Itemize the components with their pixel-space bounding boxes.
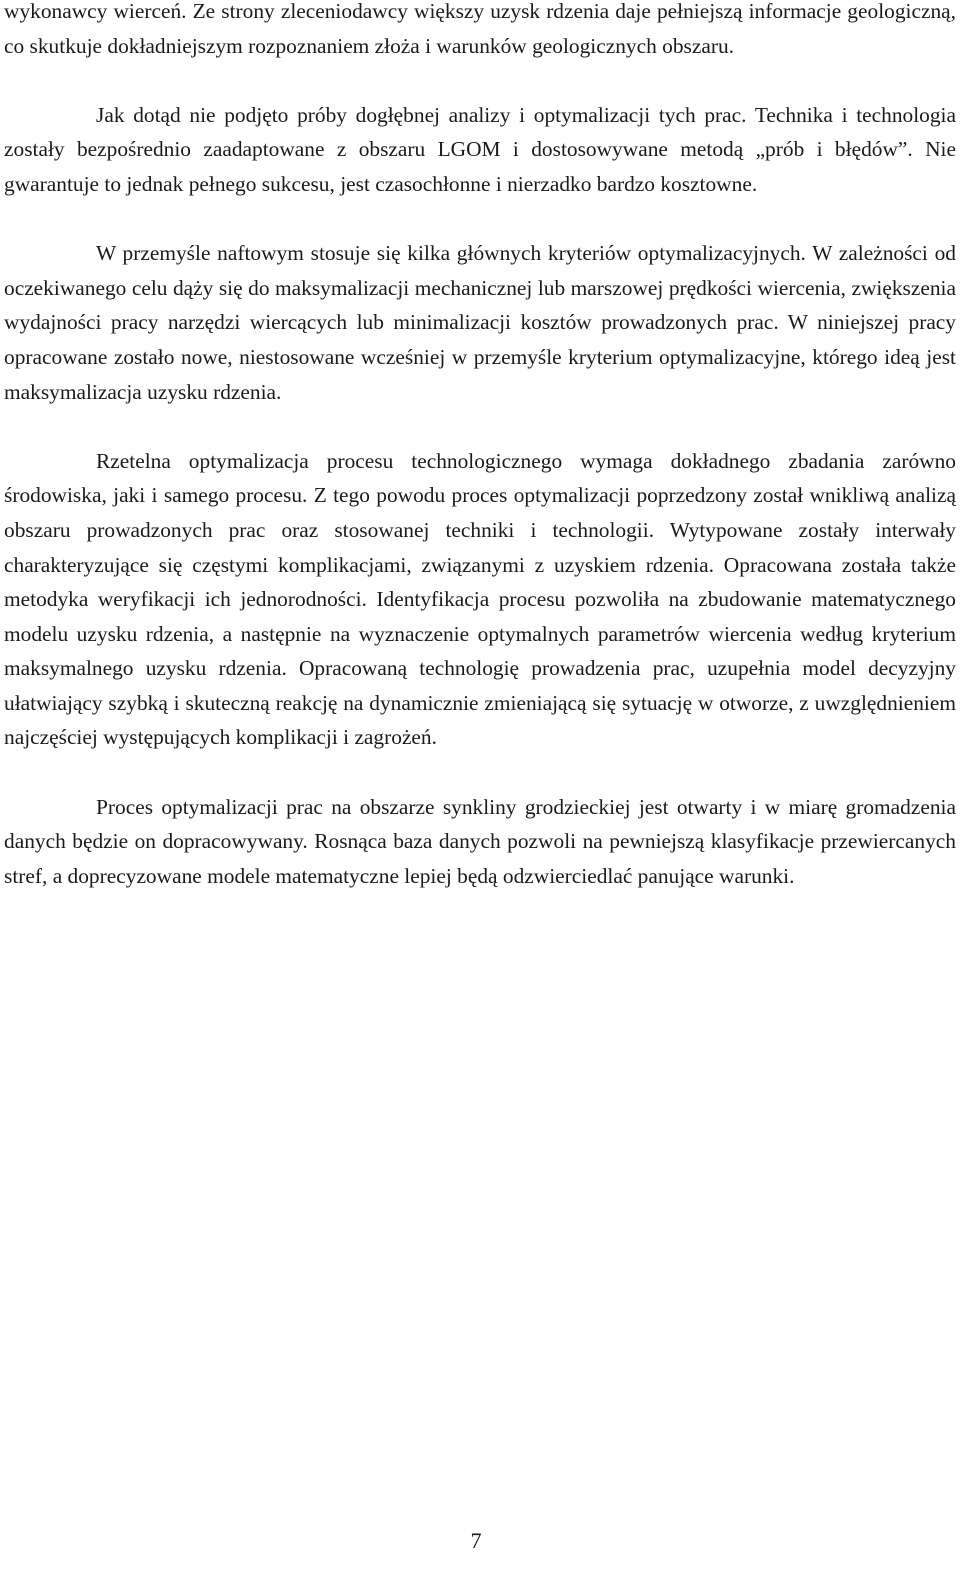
paragraph-3: W przemyśle naftowym stosuje się kilka głównych kryteriów optymalizacyjnych. W zależności od oczekiwanego celu dąży się do maksymalizacji mechanicznej lub marszowej prędkości wiercenia, zwiększenia wydajności pracy narzędzi wiercących lub minimalizacji kosztów prowadzonych prac. W niniejszej pracy opracowane zostało nowe, niestosowane wcześniej w przemyśle kryterium optymalizacyjne, którego ideą jest maksymalizacja uzysku rdzenia. [4,241,956,404]
paragraph-5: Proces optymalizacji prac na obszarze synkliny grodzieckiej jest otwarty i w miarę gromadzenia danych będzie on dopracowywany. Rosnąca baza danych pozwoli na pewniejszą klasyfikacje przewiercanych stref, a doprecyzowane modele matematyczne lepiej będą odzwierciedlać panujące warunki. [4,794,956,888]
paragraph-4: Rzetelna optymalizacja procesu technologicznego wymaga dokładnego zbadania zarówno środowiska, jaki i samego procesu. Z tego powodu proces optymalizacji poprzedzony został wnikliwą analizą obszaru prowadzonych prac oraz stosowanej techniki i technologii. Wytypowane zostały interwały charakteryzujące się częstymi komplikacjami, związanymi z uzyskiem rdzenia. Opracowana została także metodyka weryfikacji ich jednorodności. Identyfikacja procesu pozwoliła na zbudowanie matematycznego modelu uzysku rdzenia, a następnie na wyznaczenie optymalnych parametrów wiercenia według kryterium maksymalnego uzysku rdzenia. Opracowaną technologię prowadzenia prac, uzupełnia model decyzyjny ułatwiający szybką i skuteczną reakcję na dynamicznie zmieniającą się sytuację w otworze, z uwzględnieniem najczęściej występujących komplikacji i zagrożeń. [4,448,956,750]
document-page [4,0,956,1582]
page-number: 7 [470,1528,482,1553]
paragraph-1: wykonawcy wierceń. Ze strony zleceniodawcy większy uzysk rdzenia daje pełniejszą informacje geologiczną, co skutkuje dokładniejszym rozpoznaniem złoża i warunków geologicznych obszaru. [4,0,956,58]
paragraph-2: Jak dotąd nie podjęto próby dogłębnej analizy i optymalizacji tych prac. Technika i technologia zostały bezpośrednio zaadaptowane z obszaru LGOM i dostosowywane metodą „prób i błędów”. Nie gwarantuje to jednak pełnego sukcesu, jest czasochłonne i nierzadko bardzo kosztowne. [4,102,956,196]
